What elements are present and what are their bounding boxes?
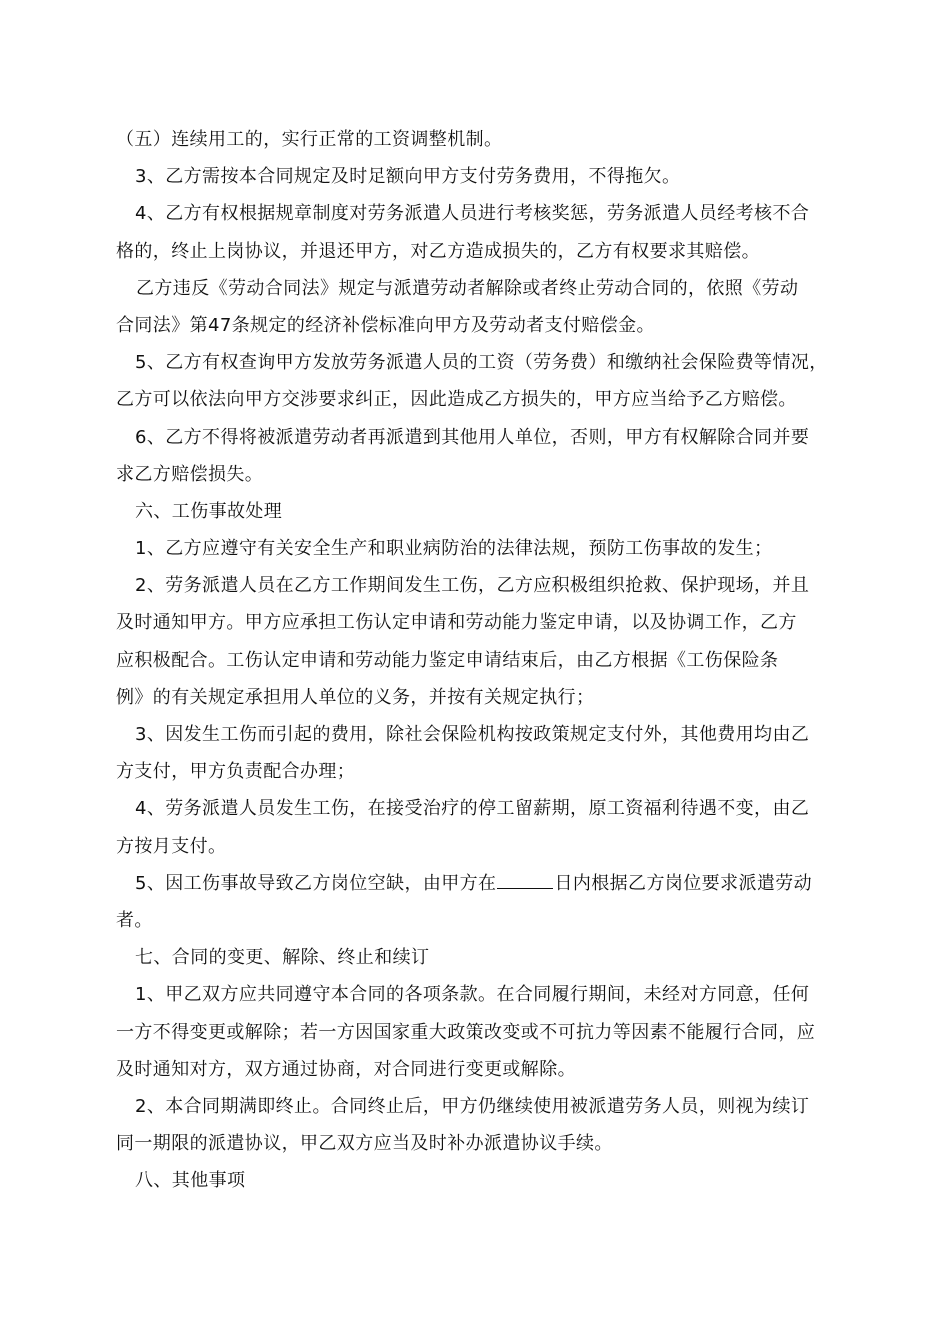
paragraph-line: 例》的有关规定承担用人单位的义务，并按有关规定执行； (116, 686, 595, 708)
paragraph-line: （五）连续用工的，实行正常的工资调整机制。 (116, 129, 503, 150)
paragraph-line: 乙方可以依法向甲方交涉要求纠正，因此造成乙方损失的，甲方应当给予乙方赔偿。 (116, 389, 797, 411)
paragraph-line: 3、因发生工伤而引起的费用，除社会保险机构按政策规定支付外，其他费用均由乙 (135, 724, 810, 745)
paragraph-line: 6、乙方不得将被派遣劳动者再派遣到其他用人单位，否则，甲方有权解除合同并要 (135, 426, 810, 448)
paragraph-line: 2、劳务派遣人员在乙方工作期间发生工伤，乙方应积极组织抢救、保护现场，并且 (135, 575, 810, 597)
section-heading: 八、其他事项 (135, 1170, 246, 1192)
paragraph-line: 3、乙方需按本合同规定及时足额向甲方支付劳务费用，不得拖欠。 (135, 166, 681, 188)
paragraph-line: 求乙方赔偿损失。 (116, 463, 264, 485)
text-after-blank: 日内根据乙方岗位要求派遣劳动 (554, 872, 813, 894)
fill-in-blank (497, 868, 553, 889)
paragraph-line: 合同法》第47条规定的经济补偿标准向甲方及劳动者支付赔偿金。 (116, 314, 655, 336)
paragraph-line: 方按月支付。 (116, 835, 227, 857)
paragraph-line: 及时通知甲方。甲方应承担工伤认定申请和劳动能力鉴定申请，以及协调工作，乙方 (116, 612, 797, 634)
paragraph-line: 同一期限的派遣协议，甲乙双方应当及时补办派遣协议手续。 (116, 1133, 613, 1155)
paragraph-line: 乙方违反《劳动合同法》规定与派遣劳动者解除或者终止劳动合同的，依照《劳动 (136, 277, 799, 299)
paragraph-line: 及时通知对方，双方通过协商，对合同进行变更或解除。 (116, 1058, 576, 1080)
paragraph-line: 格的，终止上岗协议，并退还甲方，对乙方造成损失的，乙方有权要求其赔偿。 (116, 240, 760, 262)
paragraph-line: 2、本合同期满即终止。合同终止后，甲方仍继续使用被派遣劳务人员，则视为续订 (135, 1095, 810, 1117)
paragraph-line: 4、乙方有权根据规章制度对劳务派遣人员进行考核奖惩，劳务派遣人员经考核不合 (135, 203, 810, 225)
paragraph-line: 一方不得变更或解除；若一方因国家重大政策改变或不可抗力等因素不能履行合同，应 (116, 1021, 816, 1043)
document-body (116, 121, 836, 1199)
text-before-blank: 5、因工伤事故导致乙方岗位空缺，由甲方在 (135, 872, 497, 894)
paragraph-line: 4、劳务派遣人员发生工伤，在接受治疗的停工留薪期，原工资福利待遇不变，由乙 (135, 798, 810, 820)
paragraph-line: 者。 (116, 909, 153, 931)
section-heading: 七、合同的变更、解除、终止和续订 (135, 947, 430, 969)
paragraph-line: 1、甲乙双方应共同遵守本合同的各项条款。在合同履行期间，未经对方同意，任何 (135, 984, 810, 1006)
paragraph-line: 方支付，甲方负责配合办理； (116, 761, 356, 783)
paragraph-line: 1、乙方应遵守有关安全生产和职业病防治的法律法规，预防工伤事故的发生； (135, 538, 773, 560)
paragraph-line: 应积极配合。工伤认定申请和劳动能力鉴定申请结束后，由乙方根据《工伤保险条 (116, 649, 779, 671)
paragraph-line-with-blank (116, 865, 836, 902)
paragraph-line: 5、乙方有权查询甲方发放劳务派遣人员的工资（劳务费）和缴纳社会保险费等情况， (135, 352, 828, 374)
section-heading: 六、工伤事故处理 (135, 500, 283, 522)
